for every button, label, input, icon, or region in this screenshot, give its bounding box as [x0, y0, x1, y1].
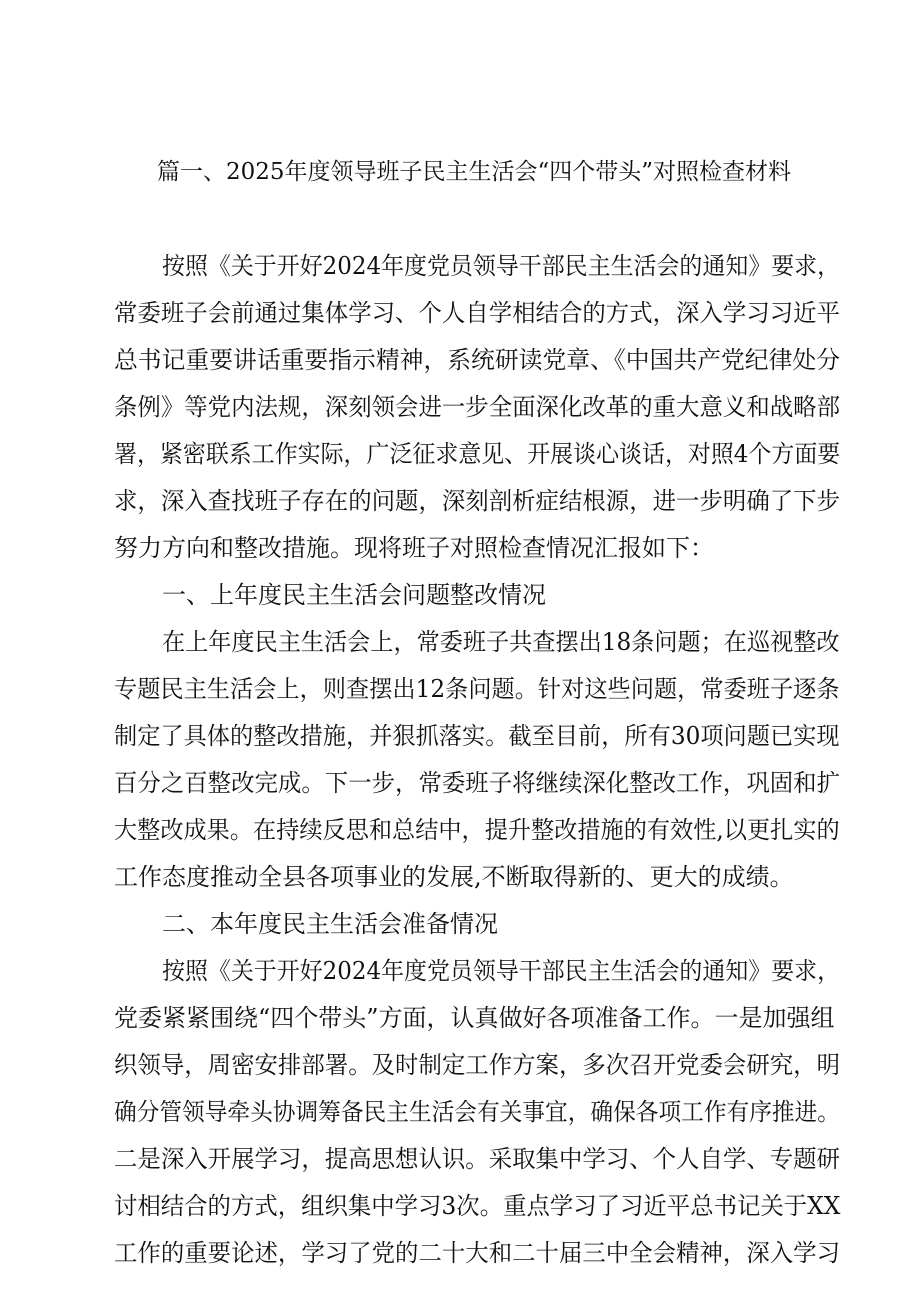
text-line: 织领导，周密安排部署。及时制定工作方案，多次召开党委会研究，明: [114, 1051, 840, 1079]
section-heading: 一、上年度民主生活会问题整改情况: [162, 581, 546, 609]
section-heading: 二、本年度民主生活会准备情况: [162, 910, 498, 938]
text-line: 工作态度推动全县各项事业的发展,不断取得新的、更大的成绩。: [114, 863, 794, 891]
text-line: 按照《关于开好2024年度党员领导干部民主生活会的通知》要求，: [162, 957, 841, 985]
text-line: 大整改成果。在持续反思和总结中，提升整改措施的有效性,以更扎实的: [114, 816, 840, 844]
text-line: 按照《关于开好2024年度党员领导干部民主生活会的通知》要求，: [162, 252, 841, 280]
text-line: 工作的重要论述，学习了党的二十大和二十届三中全会精神，深入学习: [114, 1239, 840, 1267]
text-line: 求，深入查找班子存在的问题，深刻剖析症结根源，进一步明确了下步: [114, 487, 840, 515]
text-line: 在上年度民主生活会上，常委班子共查摆出18条问题；在巡视整改: [162, 628, 840, 656]
text-line: 总书记重要讲话重要指示精神，系统研读党章、《中国共产党纪律处分: [114, 346, 840, 374]
text-line: 确分管领导牵头协调筹备民主生活会有关事宜，确保各项工作有序推进。: [114, 1098, 840, 1126]
document-title: 篇一、2025年度领导班子民主生活会“四个带头”对照检查材料: [156, 159, 792, 185]
text-line: 常委班子会前通过集体学习、个人自学相结合的方式，深入学习习近平: [114, 299, 840, 327]
text-line: 专题民主生活会上，则查摆出12条问题。针对这些问题，常委班子逐条: [114, 675, 840, 703]
text-line: 二是深入开展学习，提高思想认识。采取集中学习、个人自学、专题研: [114, 1145, 840, 1173]
text-line: 制定了具体的整改措施，并狠抓落实。截至目前，所有30项问题已实现: [114, 722, 840, 750]
text-line: 努力方向和整改措施。现将班子对照检查情况汇报如下：: [114, 534, 714, 562]
text-line: 条例》等党内法规，深刻领会进一步全面深化改革的重大意义和战略部: [114, 393, 840, 421]
text-line: 讨相结合的方式，组织集中学习3次。重点学习了习近平总书记关于XX: [114, 1192, 841, 1220]
text-line: 百分之百整改完成。下一步，常委班子将继续深化整改工作，巩固和扩: [114, 769, 840, 797]
text-line: 署，紧密联系工作实际，广泛征求意见、开展谈心谈话，对照4个方面要: [114, 440, 841, 468]
text-line: 党委紧紧围绕“四个带头”方面，认真做好各项准备工作。一是加强组: [114, 1004, 835, 1032]
